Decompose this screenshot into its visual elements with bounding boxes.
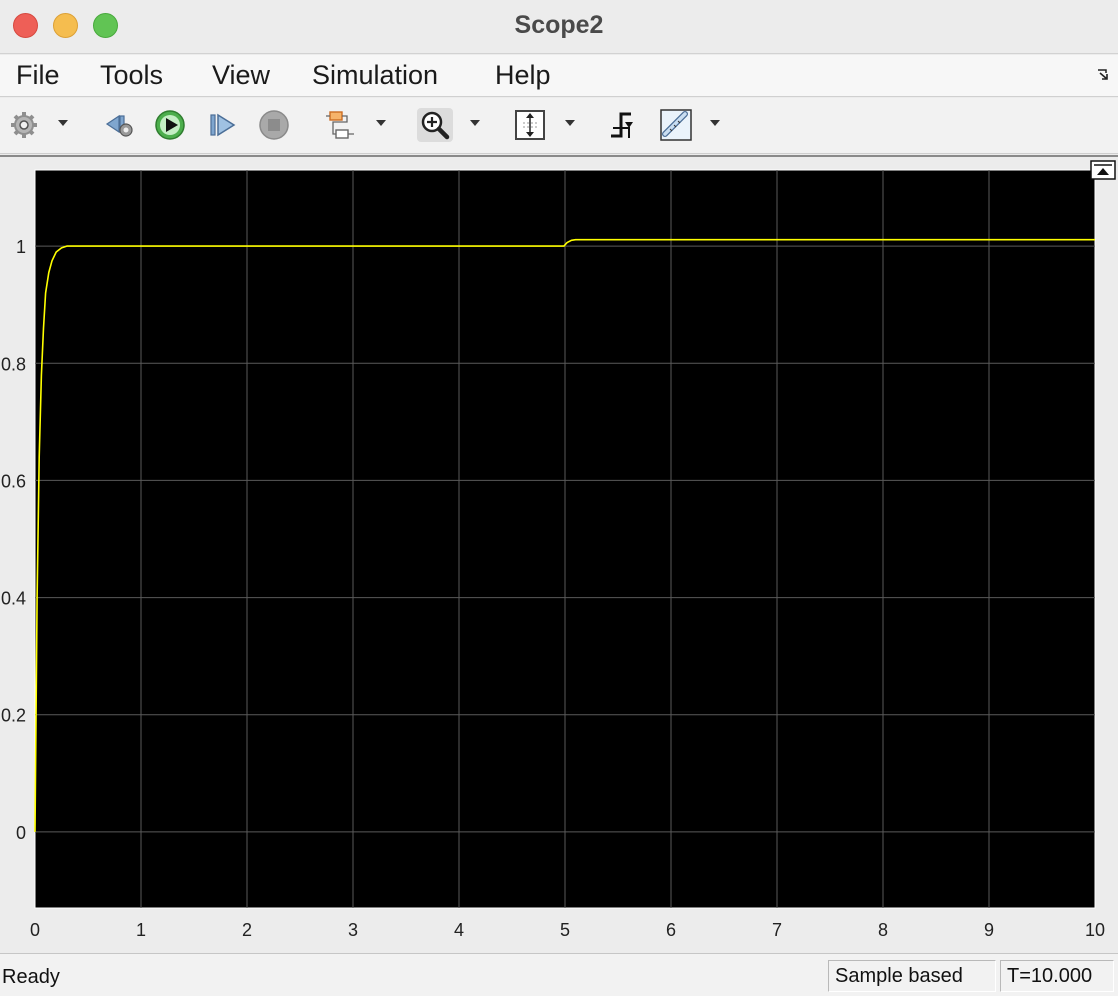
status-bar: [0, 953, 1118, 996]
cursor-measurements-button[interactable]: [658, 108, 694, 142]
run-button[interactable]: [152, 108, 188, 142]
toolbar: [0, 98, 1118, 154]
step-forward-icon: [206, 110, 238, 140]
settings-icon: [9, 110, 39, 140]
y-tick-label: 0.8: [0, 354, 26, 375]
autoscale-dropdown-icon[interactable]: [565, 120, 575, 126]
settings-button[interactable]: [6, 108, 42, 142]
measurements-dropdown-icon[interactable]: [710, 120, 720, 126]
highlight-dropdown-icon[interactable]: [376, 120, 386, 126]
zoom-in-icon: [419, 109, 451, 141]
y-tick-label: 0.4: [0, 588, 26, 609]
x-tick-label: 4: [453, 920, 465, 940]
x-tick-label: 8: [877, 920, 889, 940]
simulation-time-indicator: T=10.000: [1000, 960, 1114, 992]
y-tick-label: 0: [15, 822, 26, 843]
y-tick-label: 1: [15, 237, 26, 258]
menu-help[interactable]: Help: [495, 60, 551, 90]
step-back-icon: [103, 110, 135, 140]
trigger-button[interactable]: [605, 108, 641, 142]
x-tick-label: 9: [983, 920, 995, 940]
stop-icon: [258, 109, 290, 141]
autoscale-button[interactable]: [512, 108, 548, 142]
menu-tools[interactable]: Tools: [100, 60, 164, 90]
zoom-in-button[interactable]: [417, 108, 453, 142]
restore-layout-icon[interactable]: [1091, 161, 1115, 179]
undock-icon[interactable]: [1096, 67, 1110, 81]
status-text: Ready: [2, 966, 60, 988]
x-tick-label: 0: [29, 920, 41, 940]
sample-mode-indicator: Sample based: [828, 960, 996, 992]
stop-button[interactable]: [256, 108, 292, 142]
window-title: Scope2: [514, 11, 604, 39]
menu-file[interactable]: File: [16, 60, 60, 90]
menu-simulation[interactable]: Simulation: [312, 60, 439, 90]
y-tick-label: 0.2: [0, 705, 26, 726]
settings-dropdown-icon[interactable]: [58, 120, 68, 126]
x-tick-label: 6: [665, 920, 677, 940]
x-tick-label: 2: [241, 920, 253, 940]
menu-bar: [0, 55, 1118, 97]
x-tick-label: 1: [135, 920, 147, 940]
x-tick-label: 3: [347, 920, 359, 940]
x-tick-label: 10: [1084, 920, 1106, 940]
trigger-icon: [607, 108, 639, 142]
zoom-dropdown-icon[interactable]: [470, 120, 480, 126]
highlight-block-icon: [323, 108, 357, 142]
step-back-button[interactable]: [101, 108, 137, 142]
y-tick-labels: [1, 237, 26, 843]
y-tick-label: 0.6: [0, 471, 26, 492]
menu-view[interactable]: View: [212, 60, 271, 90]
step-forward-button[interactable]: [204, 108, 240, 142]
cursor-measurements-icon: [659, 108, 693, 142]
title-bar[interactable]: [0, 0, 1118, 54]
scope-axes[interactable]: [0, 155, 1118, 952]
run-icon: [154, 109, 186, 141]
plot-area: [0, 155, 1118, 952]
highlight-block-button[interactable]: [322, 108, 358, 142]
autoscale-icon: [513, 108, 547, 142]
x-tick-label: 7: [771, 920, 783, 940]
x-tick-label: 5: [559, 920, 571, 940]
x-tick-labels: [30, 920, 1105, 940]
